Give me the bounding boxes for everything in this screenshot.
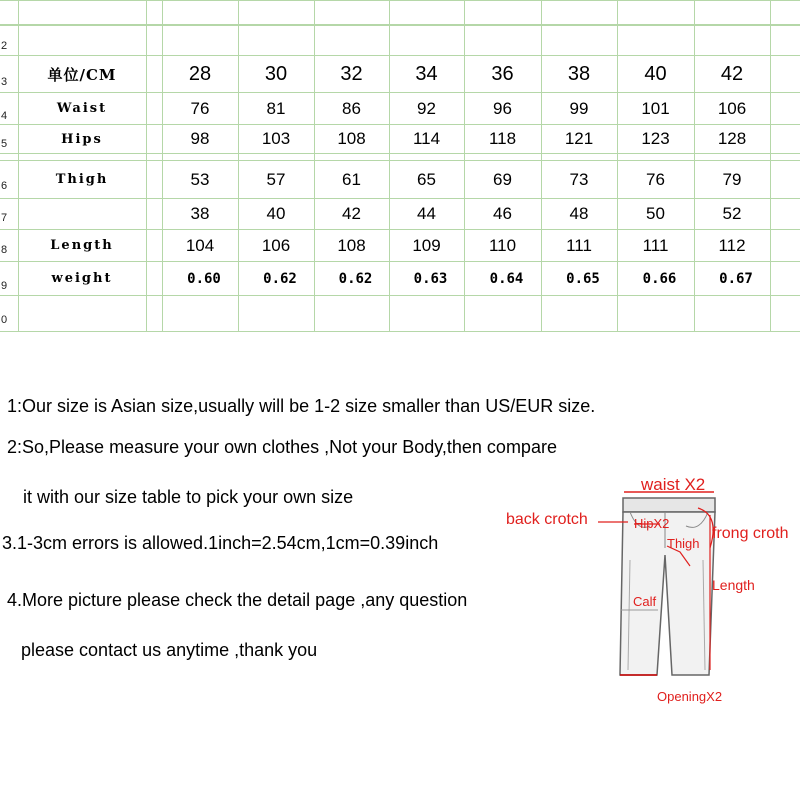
table-cell: 108: [337, 235, 366, 255]
table-cell: 101: [641, 98, 670, 118]
pants-measurement-diagram: [500, 470, 800, 720]
table-cell: 92: [417, 98, 436, 118]
table-cell: 114: [412, 129, 441, 148]
table-cell: 0.64: [489, 270, 524, 287]
row-label-unlabeled: [18, 199, 146, 229]
table-cell: 99: [569, 98, 589, 118]
table-cell: 111: [642, 235, 669, 255]
note-1: 1:Our size is Asian size,usually will be 1-2 size smaller than US/EUR size.: [7, 396, 596, 416]
size-header: 28: [188, 62, 212, 85]
size-header: 34: [415, 62, 438, 85]
length-label: Length: [712, 577, 755, 593]
table-cell: 65: [417, 169, 436, 189]
note-4: 4.More picture please check the detail page ,any question: [7, 590, 468, 610]
row-label-length: Length: [50, 238, 114, 253]
table-cell: 110: [488, 235, 517, 255]
table-cell: 40: [266, 204, 286, 223]
table-cell: 128: [717, 129, 747, 148]
table-cell: 50: [646, 204, 665, 223]
table-cell: 0.65: [566, 270, 600, 287]
table-cell: 76: [190, 98, 210, 118]
table-cell: 121: [564, 129, 594, 148]
thigh-label: Thigh: [667, 536, 700, 551]
front-crotch-label: frong croth: [712, 525, 789, 542]
table-cell: 48: [569, 204, 589, 223]
size-header: 30: [264, 62, 288, 85]
note-3: 3.1-3cm errors is allowed.1inch=2.54cm,1cm=0.39inch: [2, 533, 439, 553]
table-cell: 0.63: [413, 270, 448, 287]
row-number: 6: [1, 180, 8, 192]
note-2: 2:So,Please measure your own clothes ,Not your Body,then compare: [7, 437, 557, 457]
table-cell: 123: [641, 129, 670, 148]
row-number: 3: [1, 76, 8, 88]
table-cell: 76: [646, 169, 665, 189]
row-number: 5: [1, 138, 8, 150]
table-cell: 0.60: [187, 270, 221, 287]
table-cell: 104: [185, 235, 215, 255]
row-label-waist: Waist: [56, 101, 108, 116]
table-cell: 61: [342, 169, 361, 189]
table-cell: 103: [261, 129, 291, 148]
table-cell: 69: [493, 169, 512, 189]
table-cell: 106: [261, 235, 291, 255]
table-cell: 42: [342, 204, 361, 223]
size-header: 38: [567, 62, 591, 85]
size-header: 36: [491, 62, 514, 85]
table-cell: 81: [266, 98, 286, 118]
table-cell: 53: [190, 169, 210, 189]
table-cell: 106: [717, 98, 747, 118]
row-number: 8: [1, 244, 8, 256]
back-crotch-label: back crotch: [506, 511, 588, 528]
table-cell: 0.66: [642, 270, 677, 287]
row-number: 2: [1, 40, 8, 52]
row-label-thigh: Thigh: [55, 172, 109, 187]
table-cell: 38: [190, 204, 210, 223]
row-label-hips: Hips: [61, 131, 103, 147]
note-2-continued: it with our size table to pick your own size: [23, 487, 354, 507]
size-header: 32: [340, 62, 363, 85]
table-cell: 109: [412, 235, 441, 255]
table-cell: 108: [337, 129, 366, 148]
table-cell: 0.62: [338, 270, 373, 287]
opening-label: OpeningX2: [657, 689, 723, 704]
size-header: 40: [644, 62, 667, 85]
table-cell: 79: [722, 169, 742, 189]
table-cell: 52: [722, 204, 742, 223]
table-cell: 44: [417, 204, 436, 223]
table-cell: 96: [493, 98, 512, 118]
row-number: 0: [1, 314, 8, 326]
table-cell: 46: [493, 204, 512, 223]
note-4-continued: please contact us anytime ,thank you: [21, 640, 318, 660]
table-cell: 57: [266, 169, 286, 189]
size-table: [0, 0, 800, 332]
table-cell: 0.62: [263, 270, 297, 287]
table-cell: 111: [566, 235, 592, 255]
row-number: 4: [1, 110, 8, 122]
table-cell: 73: [569, 169, 589, 189]
waist-label: waist X2: [641, 475, 706, 494]
size-header: 42: [720, 62, 744, 85]
table-cell: 112: [718, 235, 746, 255]
table-cell: 118: [488, 129, 517, 148]
row-label-weight: weight: [51, 271, 113, 286]
hip-label: HipX2: [634, 516, 670, 531]
table-cell: 98: [190, 129, 210, 148]
table-cell: 0.67: [719, 270, 753, 287]
calf-label: Calf: [633, 594, 657, 609]
row-number: 9: [1, 280, 8, 292]
table-cell: 86: [342, 98, 361, 118]
unit-header: 单位/CM: [47, 65, 117, 84]
row-number: 7: [1, 212, 8, 224]
